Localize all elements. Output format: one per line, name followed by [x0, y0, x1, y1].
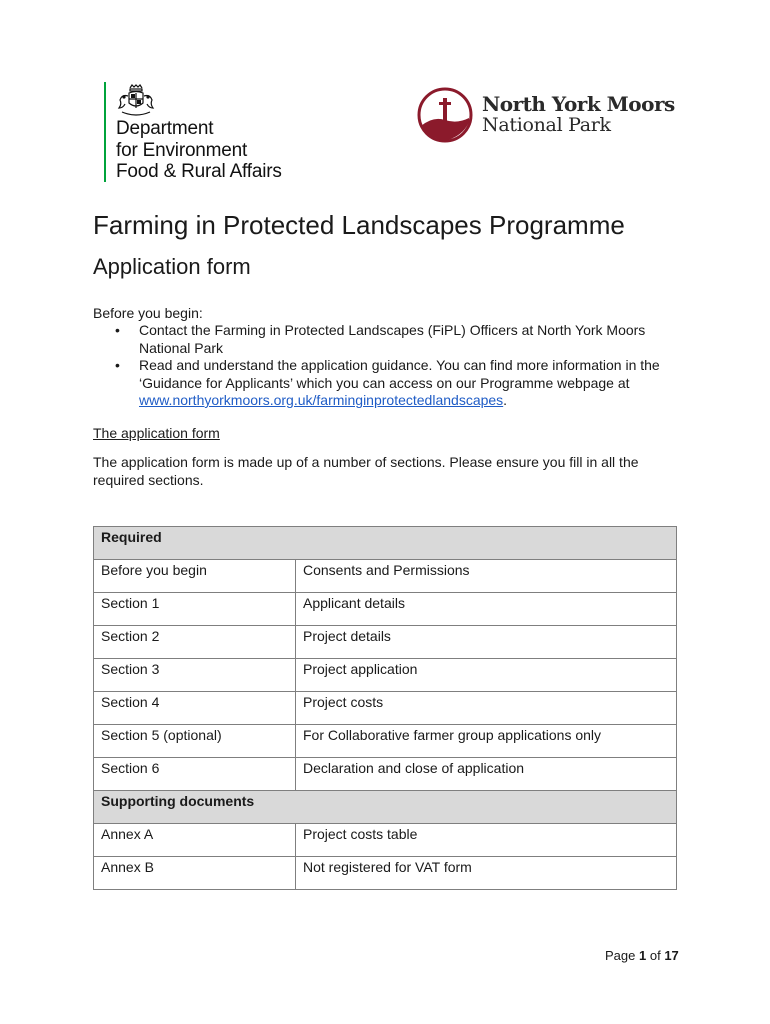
- defra-line-1: Department: [116, 118, 214, 139]
- programme-webpage-link[interactable]: www.northyorkmoors.org.uk/farminginprotectedlandscapes: [139, 392, 504, 408]
- application-form-paragraph: The application form is made up of a number of sections. Please ensure you fill in all the required sections.: [93, 454, 639, 488]
- bullet-icon: •: [115, 322, 120, 338]
- table-row: [94, 725, 677, 758]
- section-cell: Section 5 (optional): [94, 725, 296, 758]
- bullet-text-2: Read and understand the application guidance. You can find more information in the ‘Guidance for Applicants’ which you can access on our Programme webpage at: [139, 357, 660, 391]
- defra-line-3: Food & Rural Affairs: [116, 161, 282, 182]
- table-row: [94, 824, 677, 857]
- nymnp-logo: [416, 86, 681, 146]
- moorland-cross-icon: [416, 86, 474, 144]
- section-cell: Section 6: [94, 758, 296, 791]
- table-row: [94, 593, 677, 626]
- section-cell: Annex A: [94, 824, 296, 857]
- required-header: Required: [94, 527, 677, 560]
- defra-line-2: for Environment: [116, 139, 248, 161]
- table-row: [94, 758, 677, 791]
- description-cell: Project costs: [296, 692, 677, 725]
- before-you-begin-list: [93, 322, 693, 410]
- description-cell: For Collaborative farmer group applications only: [296, 725, 677, 758]
- description-cell: Consents and Permissions: [296, 560, 677, 593]
- application-form-heading: The application form: [93, 425, 220, 441]
- description-cell: Not registered for VAT form: [296, 857, 677, 890]
- table-row: [94, 659, 677, 692]
- list-item: [93, 357, 693, 410]
- section-cell: Section 4: [94, 692, 296, 725]
- page-subtitle: Application form: [93, 254, 251, 279]
- description-cell: Declaration and close of application: [296, 758, 677, 791]
- bullet-text-2-end: .: [503, 392, 508, 408]
- page-label: Page: [605, 948, 636, 963]
- table-row: [94, 692, 677, 725]
- description-cell: Project details: [296, 626, 677, 659]
- page-number: [605, 948, 679, 963]
- bullet-text-1: Contact the Farming in Protected Landscapes (FiPL) Officers at North York Moors National Park: [139, 322, 646, 356]
- royal-crest-icon: [116, 84, 156, 116]
- table-group-row: [94, 527, 677, 560]
- before-you-begin-label: Before you begin:: [93, 305, 203, 321]
- table-row: [94, 857, 677, 890]
- supporting-documents-header: Supporting documents: [94, 791, 677, 824]
- nymnp-title: North York Moors: [482, 92, 675, 116]
- section-cell: Section 1: [94, 593, 296, 626]
- section-cell: Section 2: [94, 626, 296, 659]
- section-cell: Section 3: [94, 659, 296, 692]
- nymnp-subtitle: National Park: [482, 114, 611, 136]
- bullet-icon: •: [115, 357, 120, 373]
- table-group-row: [94, 791, 677, 824]
- description-cell: Project costs table: [296, 824, 677, 857]
- page-total: 17: [664, 948, 679, 963]
- page-current: 1: [639, 948, 647, 963]
- list-item: [93, 322, 693, 357]
- table-row: [94, 560, 677, 593]
- defra-wordmark: [116, 118, 282, 183]
- section-cell: Annex B: [94, 857, 296, 890]
- description-cell: Project application: [296, 659, 677, 692]
- page-title: Farming in Protected Landscapes Programme: [93, 210, 625, 240]
- sections-table: [93, 526, 677, 890]
- section-cell: Before you begin: [94, 560, 296, 593]
- description-cell: Applicant details: [296, 593, 677, 626]
- table-row: [94, 626, 677, 659]
- defra-green-bar: [104, 82, 106, 182]
- page-of: of: [649, 948, 661, 963]
